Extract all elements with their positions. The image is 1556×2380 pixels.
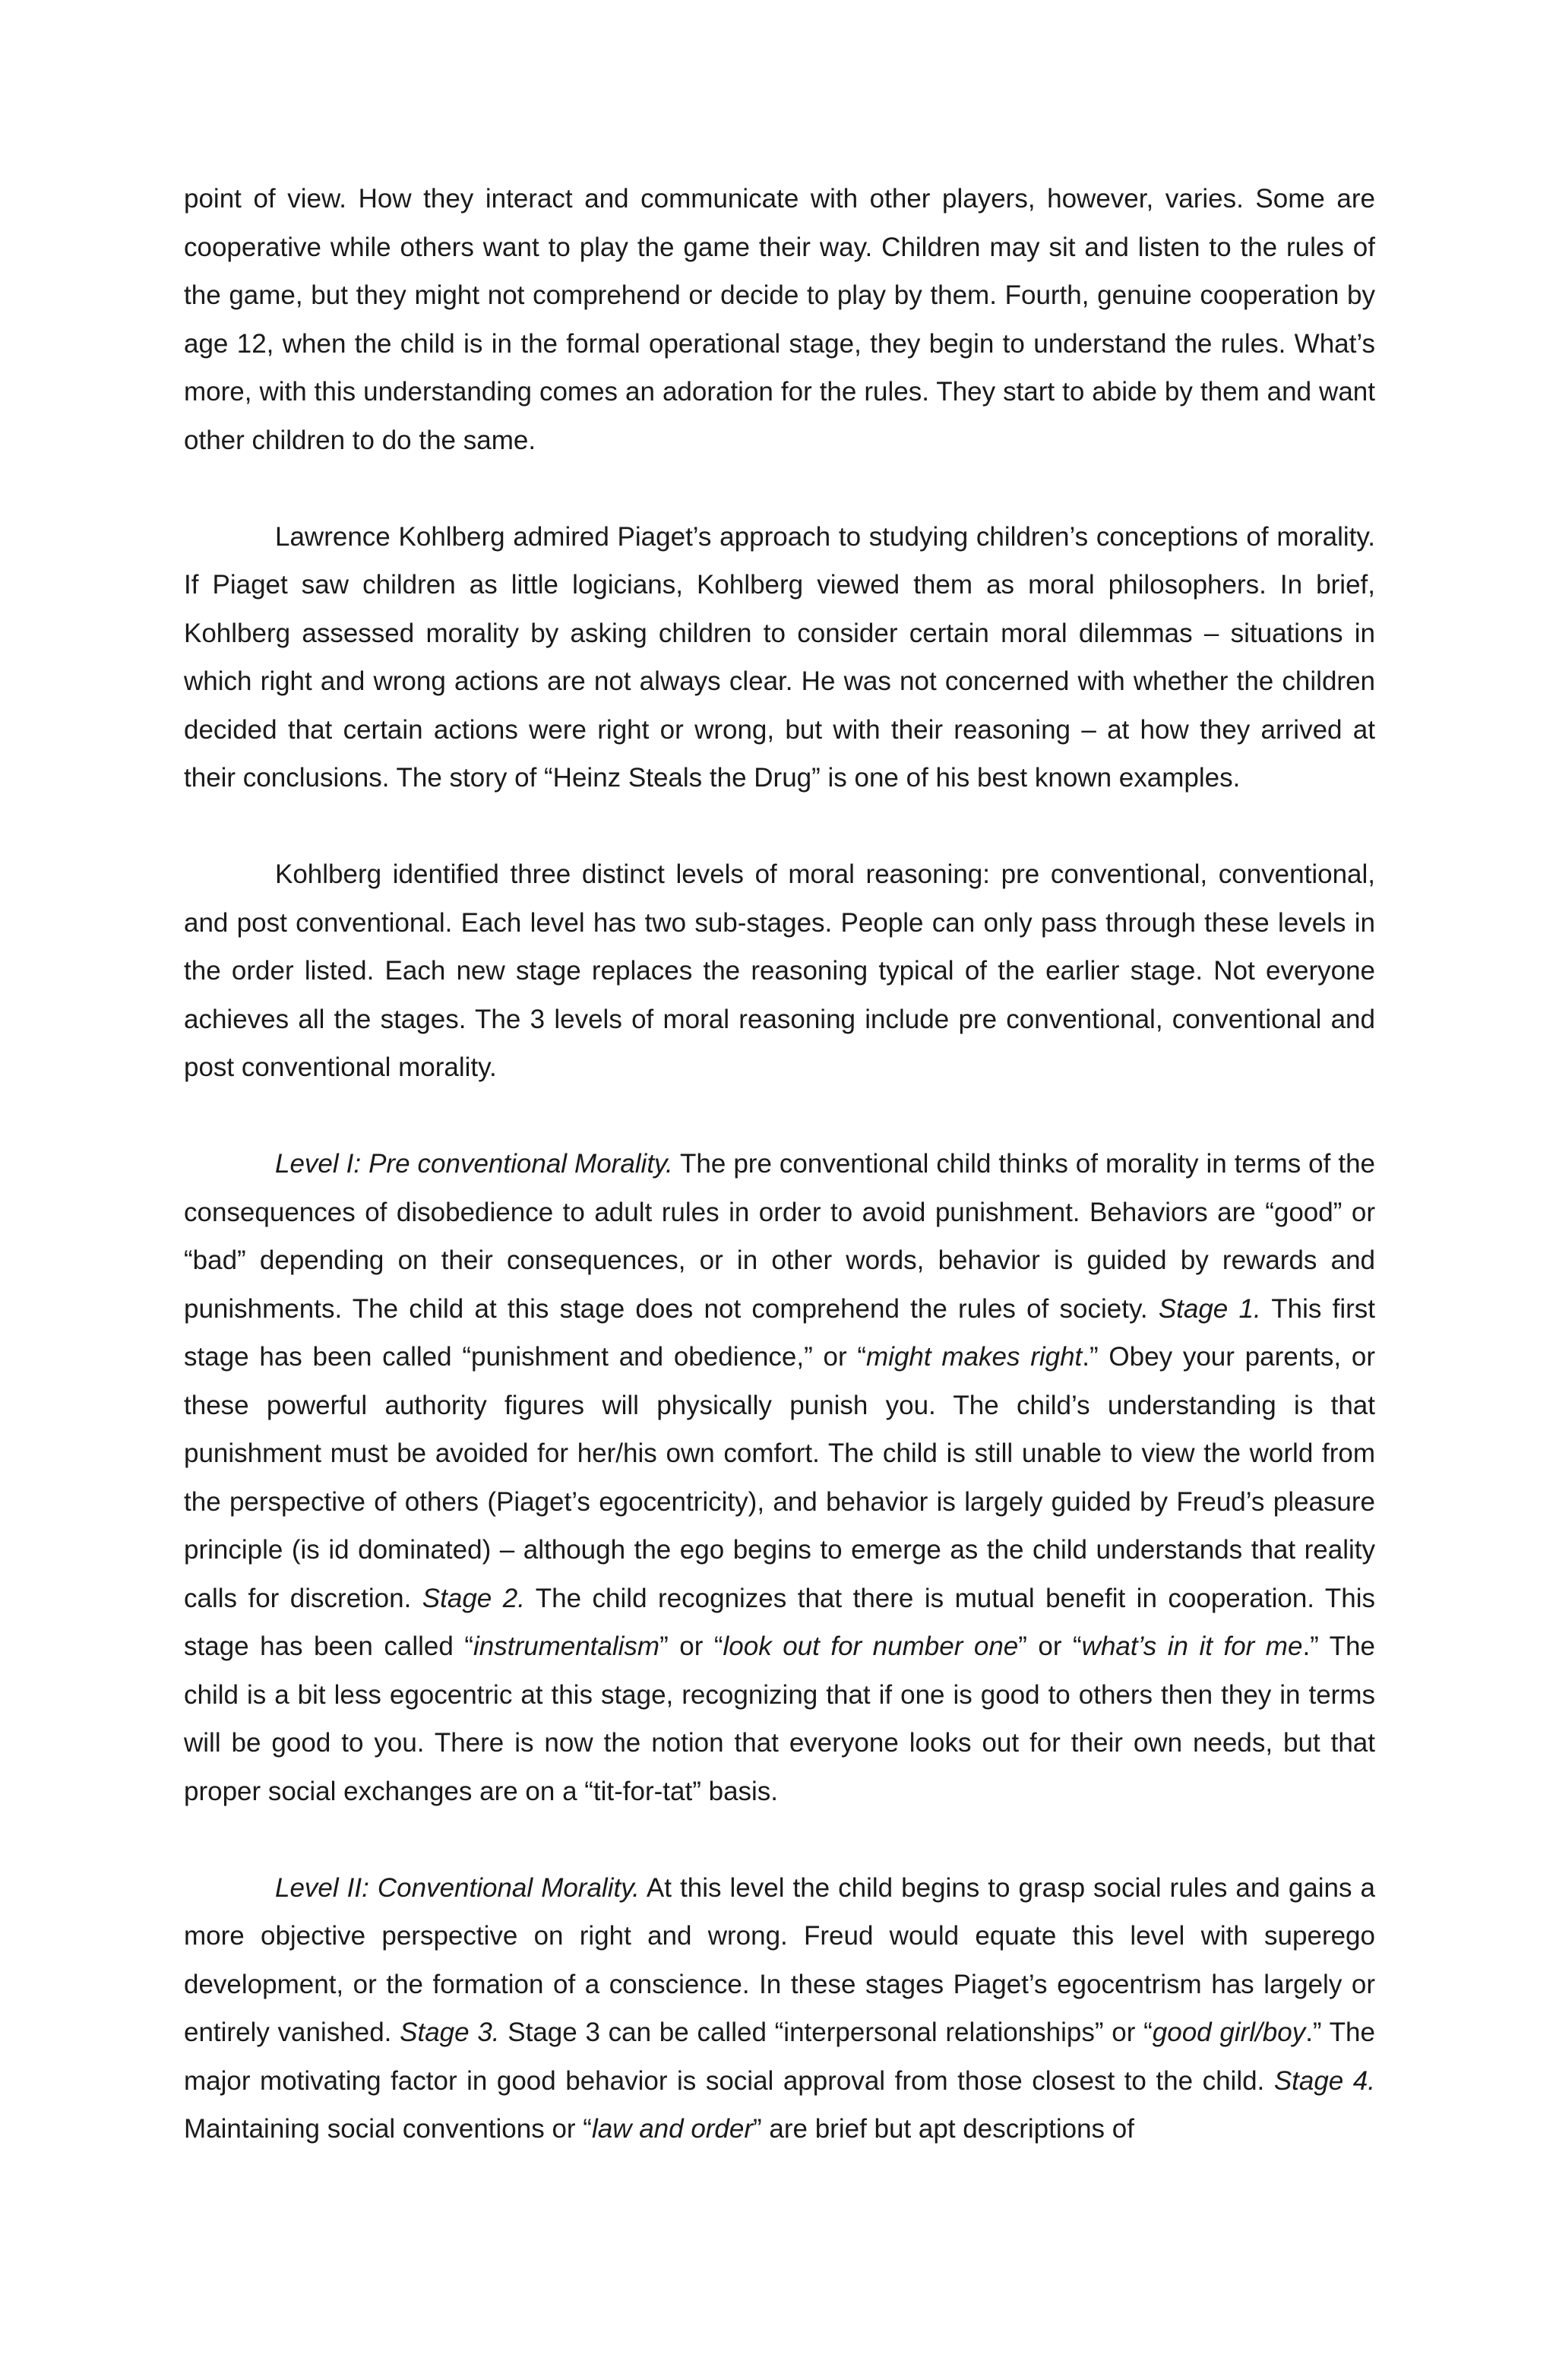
paragraph-play-stages (184, 175, 1375, 464)
paragraph-level-one (184, 1140, 1375, 1815)
text-run: The pre conventional child thinks of morality in terms of the consequences of disobedience to adult rules in order to avoid punishment. Behaviors are “good” or “bad” depending on their consequences, or in other words, behavior is guided by rewards and punishments. The child at this stage does not comprehend the rules of society. (184, 1149, 1376, 1324)
italic-run: Level II: Conventional Morality. (275, 1872, 640, 1903)
text-run: .” The major motivating factor in good behavior is social approval from those closest to the child. (184, 2018, 1375, 2096)
italic-run: Level I: Pre conventional Morality. (275, 1149, 673, 1179)
italic-run: Stage 4. (1273, 2065, 1375, 2096)
text-run: Kohlberg identified three distinct levels of moral reasoning: pre conventional, conventional, and post conventional. Each level has two sub-stages. People can only pass through these levels in the order listed. Each new stage replaces the reasoning typical of the earlier stage. Not everyone achieves all the stages. The 3 levels of moral reasoning include pre conventional, conventional and post conventional morality. (184, 859, 1375, 1082)
paragraph-three-levels (184, 850, 1375, 1092)
text-run: The child recognizes that there is mutual benefit in cooperation. This stage has been called “ (184, 1583, 1375, 1661)
italic-run: Stage 2. (422, 1583, 525, 1613)
text-run: Lawrence Kohlberg admired Piaget’s approach to studying children’s conceptions of morality. If Piaget saw children as little logicians, Kohlberg viewed them as moral philosophers. In brief, Kohlberg assessed morality by asking children to consider certain moral dilemmas – situations in which right and wrong actions are not always clear. He was not concerned with whether the children decided that certain actions were right or wrong, but with their reasoning – at how they arrived at their conclusions. The story of “Heinz Steals the Drug” is one of his best known examples. (184, 521, 1375, 793)
italic-run: law and order (591, 2114, 754, 2144)
text-run: ” or “ (1018, 1632, 1082, 1661)
italic-run: Stage 3. (400, 2018, 500, 2047)
text-run: ” or “ (659, 1632, 723, 1661)
text-run: At this level the child begins to grasp social rules and gains a more objective perspective on right and wrong. Freud would equate this level with superego development, or the formation of a conscience. In these stages Piaget’s egocentrism has largely or entirely vanished. (184, 1872, 1375, 2047)
paragraph-level-two (184, 1864, 1375, 2154)
italic-run: what’s in it for me (1081, 1632, 1303, 1661)
text-run: Stage 3 can be called “interpersonal relationships” or “ (499, 2018, 1153, 2047)
italic-run: might makes right (866, 1342, 1083, 1372)
text-run: ” are brief but apt descriptions of (753, 2114, 1134, 2144)
text-run: Maintaining social conventions or “ (184, 2114, 592, 2144)
italic-run: Stage 1. (1158, 1293, 1261, 1324)
italic-run: look out for number one (723, 1632, 1019, 1661)
italic-run: instrumentalism (473, 1632, 660, 1661)
paragraph-kohlberg-intro (184, 513, 1375, 802)
text-run: .” Obey your parents, or these powerful authority figures will physically punish you. The child’s understanding is that punishment must be avoided for her/his own comfort. The child is still unable to view the world from the perspective of others (Piaget’s egocentricity), and behavior is largely guided by Freud’s pleasure principle (is id dominated) – although the ego begins to emerge as the child understands that reality calls for discretion. (184, 1342, 1375, 1613)
italic-run: good girl/boy (1152, 2018, 1306, 2047)
text-run: This first stage has been called “punishment and obedience,” or “ (184, 1293, 1375, 1372)
text-run: point of view. How they interact and communicate with other players, however, varies. Some are cooperative while others want to play the game their way. Children may sit and listen to the rules of the game, but they might not comprehend or decide to play by them. Fourth, genuine cooperation by age 12, when the child is in the formal operational stage, they begin to understand the rules. What’s more, with this understanding comes an adoration for the rules. They start to abide by them and want other children to do the same. (184, 184, 1375, 455)
text-run: .” The child is a bit less egocentric at this stage, recognizing that if one is good to others then they in terms will be good to you. There is now the notion that everyone looks out for their own needs, but that proper social exchanges are on a “tit-for-tat” basis. (184, 1632, 1375, 1806)
document-page (184, 175, 1375, 2154)
